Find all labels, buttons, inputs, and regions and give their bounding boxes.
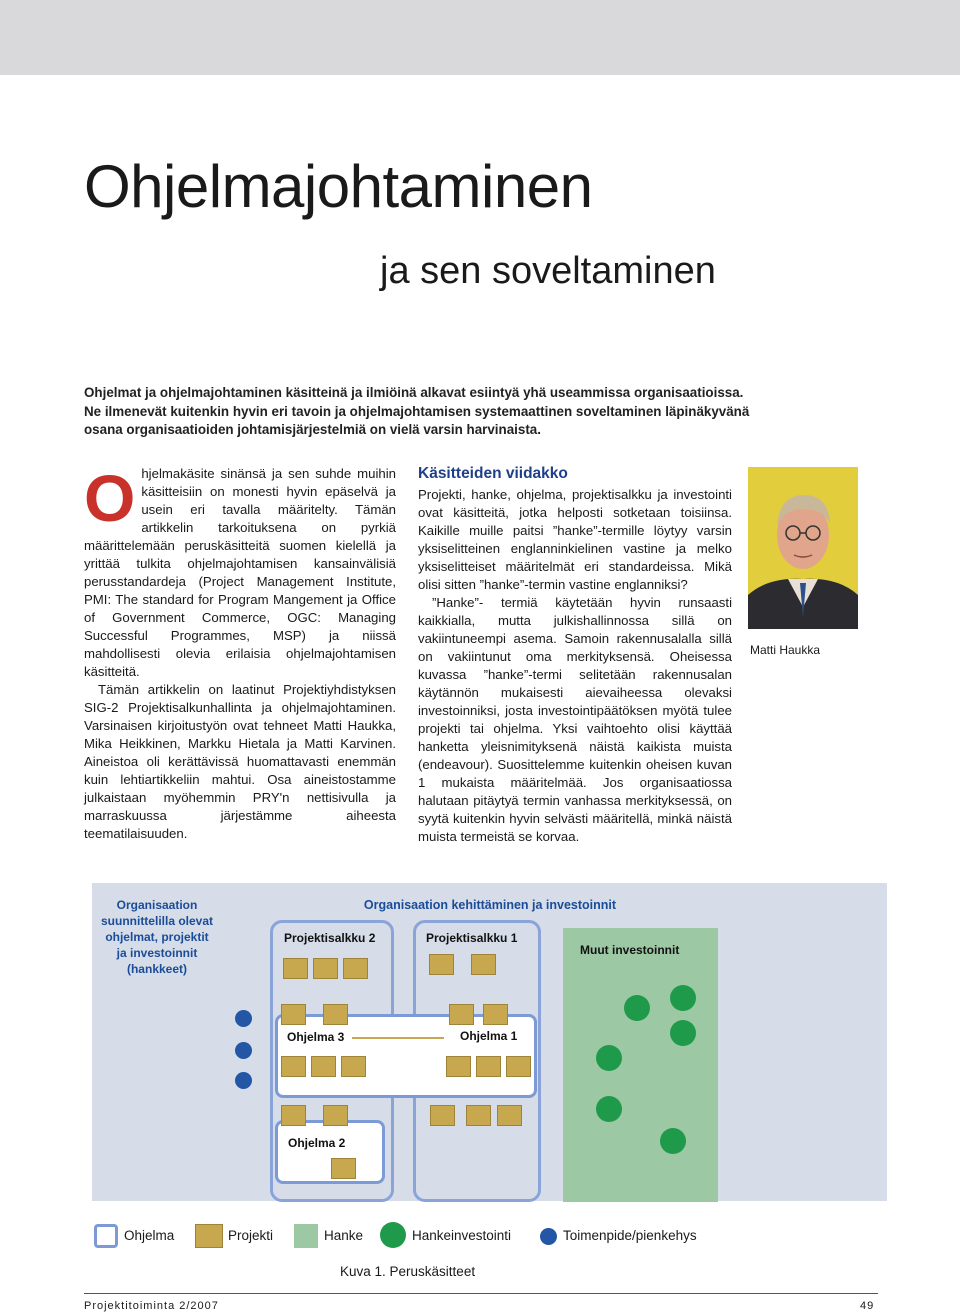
project-box: [466, 1105, 491, 1126]
page-subtitle: ja sen soveltaminen: [380, 250, 716, 292]
project-box: [343, 958, 368, 979]
other-investments-label: Muut investoinnit: [580, 943, 680, 957]
photo-caption: Matti Haukka: [750, 643, 821, 657]
lead-paragraph: Ohjelmat ja ohjelmajohtaminen käsitteinä ja ilmiöinä alkavat esiintyä yhä useammissa organisaatioissa. Ne ilmenevät kuitenkin hyvin eri tavoin ja ohjelmajohtamisen systemaattinen soveltaminen läpinäkyvänä osana organisaatioiden johtamisjärjestelmiä on vielä varsin harvinaista.: [84, 385, 750, 437]
project-box: [331, 1158, 356, 1179]
footer-divider: [84, 1293, 878, 1294]
column2-paragraph-2: ”Hanke”- termiä käytetään hyvin runsaasti kaikkialla, mutta julkishallinnossa sillä on vakiintuneempi asema. Samoin rakennusalalla sillä on vakiintunut oma merkityksensä. Oheisessa kuvassa ”hanke”-termi selitetään rakennusalan käytännön mukaisesti aievaiheessa olevaksi investoinniksi, josta investointipäätöksen myötä tulee projekti tai ohjelma. Yksi vaihtoehto olisi käyttää hanketta yleisnimityksenä näistä kaikista muista (endeavour). Suosittelemme kuitenkin oheisen kuvan 1 mukaista määritelmää. Jos organisaatiossa halutaan pitäytyä termin vanhassa merkityksessä, on syytä kuitenkin hyvin selvästi määritellä, minkä näistä muista termeistä se korvaa.: [418, 595, 732, 844]
legend-measure-swatch: [540, 1228, 557, 1245]
project-box: [483, 1004, 508, 1025]
investment-dot: [596, 1045, 622, 1071]
legend-hanke-swatch: [294, 1224, 318, 1248]
diagram-top-label: Organisaation kehittäminen ja investoinnit: [363, 898, 617, 912]
project-box: [341, 1056, 366, 1077]
figure-caption: Kuva 1. Peruskäsitteet: [340, 1264, 476, 1279]
program-link-line: [352, 1037, 444, 1039]
project-box: [449, 1004, 474, 1025]
legend-investment-swatch: [380, 1222, 406, 1248]
program-2-label: Ohjelma 2: [288, 1136, 346, 1150]
project-box: [281, 1105, 306, 1126]
project-box: [313, 958, 338, 979]
drop-cap: O: [84, 461, 136, 535]
footer-page-number: 49: [860, 1300, 875, 1312]
project-box: [323, 1105, 348, 1126]
project-box: [323, 1004, 348, 1025]
investment-dot: [660, 1128, 686, 1154]
program-3-label: Ohjelma 3: [287, 1030, 345, 1044]
article-column-2: [418, 465, 732, 846]
project-box: [283, 958, 308, 979]
investment-dot: [596, 1096, 622, 1122]
project-box: [446, 1056, 471, 1077]
project-box: [429, 954, 454, 975]
legend: [0, 1222, 960, 1252]
legend-project-swatch: [195, 1224, 223, 1248]
legend-investment-label: Hankeinvestointi: [412, 1228, 512, 1243]
legend-program-label: Ohjelma: [124, 1228, 175, 1243]
project-box: [430, 1105, 455, 1126]
other-investments-area: [563, 928, 718, 1202]
project-box: [311, 1056, 336, 1077]
measure-dot: [235, 1010, 252, 1027]
investment-dot: [624, 995, 650, 1021]
diagram-left-label: Organisaation suunnittelilla olevat ohjelmat, projektit ja investoinnit (hankkeet): [100, 898, 214, 976]
column2-paragraph-1: Projekti, hanke, ohjelma, projektisalkku ja investointi ovat käsitteitä, jotka helposti sotketaan toisiinsa. Kaikille muille paitsi ”hanke”-termille löytyy varsin yksiselitteinen englanninkielinen vastine ja melko yksiselitteiset määritelmät eri standardeissa. Mikä olisi sitten ”hanke”-termin vastine englanniksi?: [418, 487, 732, 592]
program-frame-2: [275, 1120, 385, 1184]
column1-paragraph-1: hjelmakäsite sinänsä ja sen suhde muihin käsitteisiin on monesti hyvin epäselvä ja usein eri tavalla määritelty. Tämän artikkelin tarkoituksena on pyrkiä määrittelemään peruskäsitteitä suomen kielellä ja yrittää tulkita ohjelmajohtamisen kansainvälisiä perusstandardeja (Project Management Institute, PMI: The standard for Program Mangement ja Office of Government Commerce, OGC: Managing Successful Programmes, MSP) ja niissä mahdollisesti olevia erilaisia ohjelmajohtamisen käsitteitä.: [84, 466, 396, 679]
legend-hanke-label: Hanke: [324, 1228, 364, 1243]
portfolio-2-label: Projektisalkku 2: [284, 931, 376, 945]
page-title: Ohjelmajohtaminen: [84, 153, 593, 220]
project-box: [497, 1105, 522, 1126]
author-photo: [748, 467, 858, 629]
column1-paragraph-2: Tämän artikkelin on laatinut Projektiyhdistyksen SIG-2 Projektisalkunhallinta ja ohjelmajohtaminen. Varsinaisen kirjoitustyön ovat tehneet Matti Haukka, Mika Heikkinen, Markku Hietala ja Matti Karvinen. Aineistoa oli kerättävissä huomattavasti enemmän kuin lehtiartikkeliin mahtui. Osa aineistostamme julkaistaan myöhemmin PRY'n nettisivulla ja marraskuussa järjestämme aiheesta teematilaisuuden.: [84, 682, 396, 841]
investment-dot: [670, 985, 696, 1011]
legend-project-label: Projekti: [228, 1228, 274, 1243]
project-box: [471, 954, 496, 975]
top-banner: [0, 0, 960, 75]
legend-program-swatch: [94, 1224, 118, 1248]
legend-measure-label: Toimenpide/pienkehys: [563, 1228, 697, 1243]
measure-dot: [235, 1072, 252, 1089]
project-box: [281, 1004, 306, 1025]
project-box: [506, 1056, 531, 1077]
investment-dot: [670, 1020, 696, 1046]
portfolio-1-label: Projektisalkku 1: [426, 931, 518, 945]
measure-dot: [235, 1042, 252, 1059]
section-heading: Käsitteiden viidakko: [418, 465, 568, 482]
project-box: [281, 1056, 306, 1077]
footer-publication: Projektitoiminta 2/2007: [84, 1300, 219, 1312]
article-column-1: [84, 461, 396, 843]
project-box: [476, 1056, 501, 1077]
program-1-label: Ohjelma 1: [460, 1029, 518, 1043]
